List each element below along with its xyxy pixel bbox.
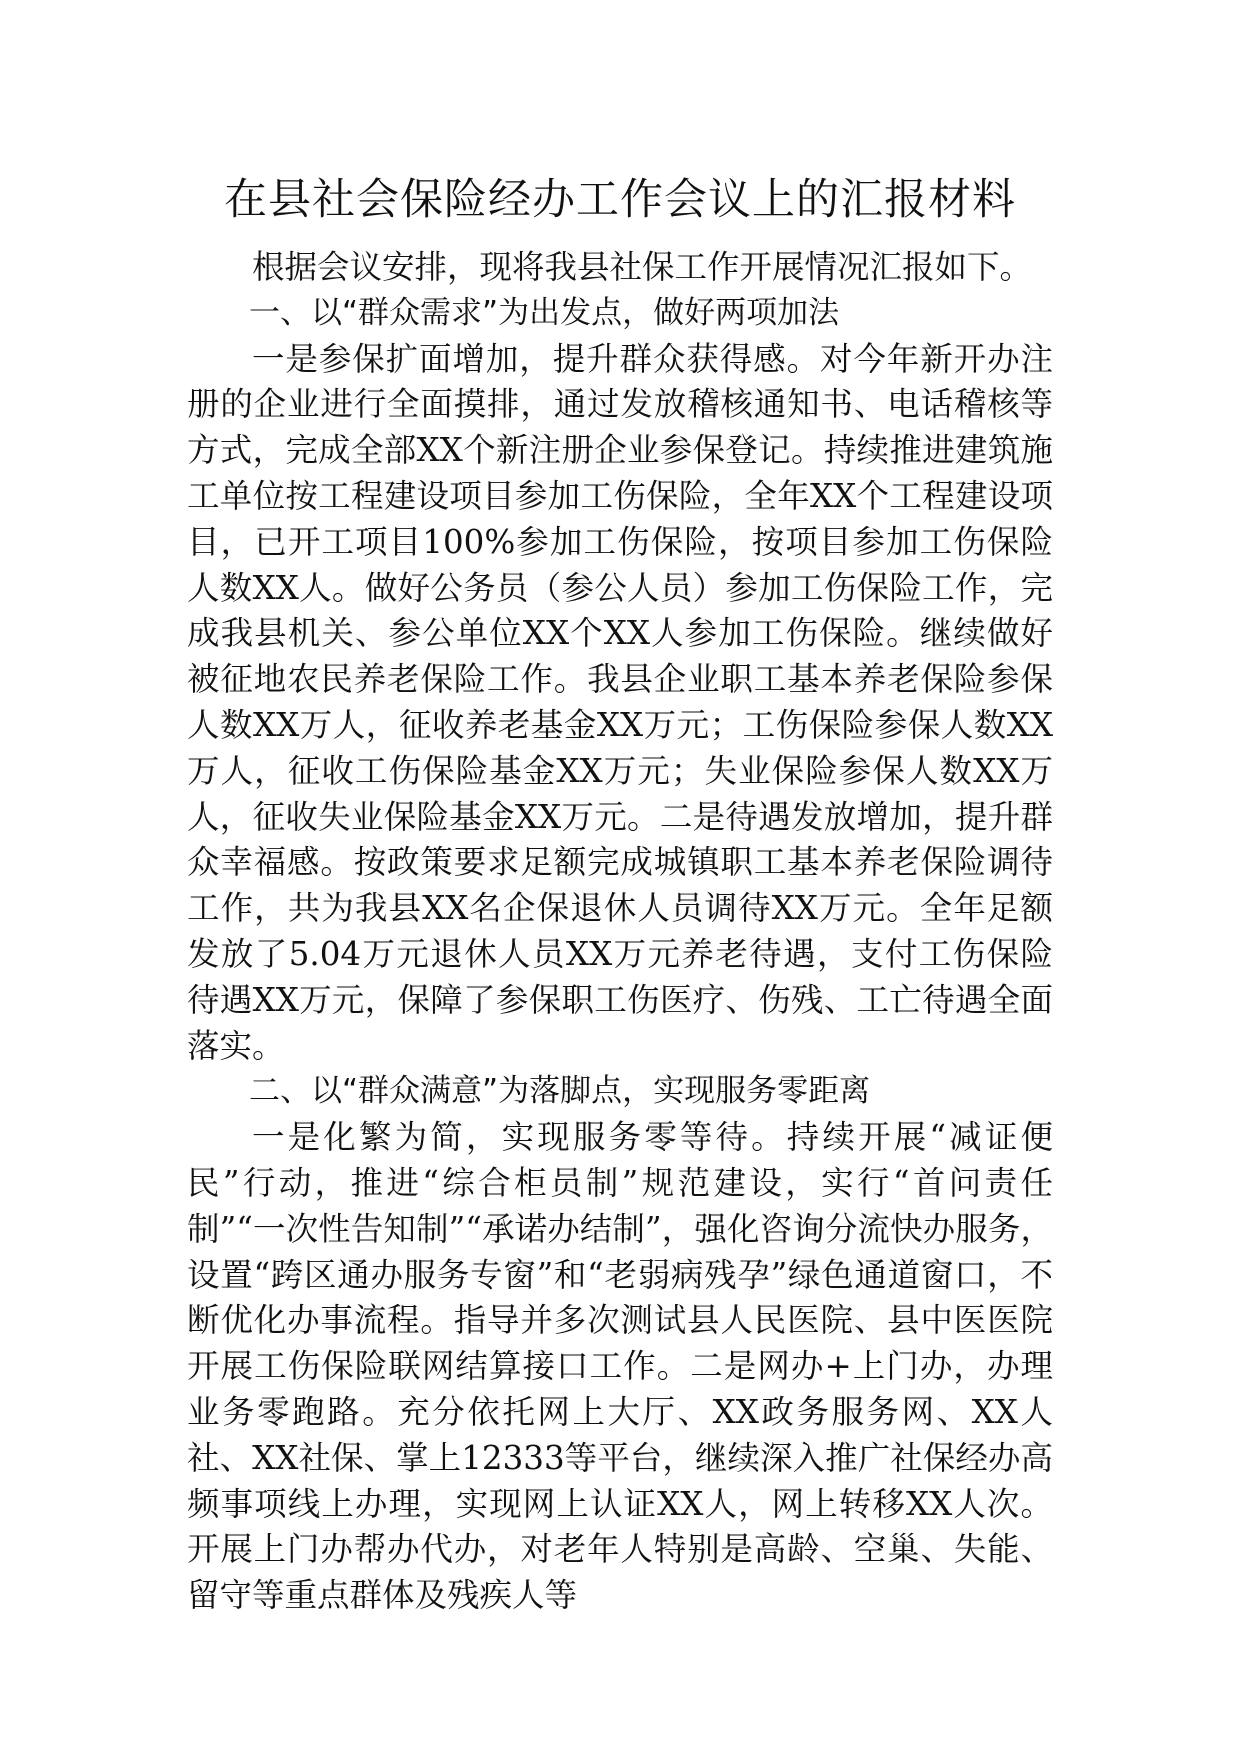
section-2-paragraph: 一是化繁为简，实现服务零等待。持续开展“减证便民”行动，推进“综合柜员制”规范建设，实行“首问责任制”“一次性告知制”“承诺办结制”，强化咨询分流快办服务，设置“跨区通办服务专窗”和“老弱病残孕”绿色通道窗口，不断优化办事流程。指导并多次测试县人民医院、县中医医院开展工伤保险联网结算接口工作。二是网办+上门办，办理业务零跑路。充分依托网上大厅、XX政务服务网、XX人社、XX社保、掌上12333等平台，继续深入推广社保经办高频事项线上办理，实现网上认证XX人，网上转移XX人次。开展上门办帮办代办，对老年人特别是高龄、空巢、失能、留守等重点群体及残疾人等 bbox=[187, 1118, 1053, 1615]
section-1-paragraph: 一是参保扩面增加，提升群众获得感。对今年新开办注册的企业进行全面摸排，通过发放稽核通知书、电话稽核等方式，完成全部XX个新注册企业参保登记。持续推进建筑施工单位按工程建设项目参加工伤保险，全年XX个工程建设项目，已开工项目100%参加工伤保险，按项目参加工伤保险人数XX人。做好公务员（参公人员）参加工伤保险工作，完成我县机关、参公单位XX个XX人参加工伤保险。继续做好被征地农民养老保险工作。我县企业职工基本养老保险参保人数XX万人，征收养老基金XX万元；工伤保险参保人数XX万人，征收工伤保险基金XX万元；失业保险参保人数XX万人，征收失业保险基金XX万元。二是待遇发放增加，提升群众幸福感。按政策要求足额完成城镇职工基本养老保险调待工作，共为我县XX名企保退休人员调待XX万元。全年足额发放了5.04万元退休人员XX万元养老待遇，支付工伤保险待遇XX万元，保障了参保职工伤医疗、伤残、工亡待遇全面落实。 bbox=[187, 339, 1053, 1065]
document-page bbox=[187, 0, 1053, 1754]
intro-paragraph: 根据会议安排，现将我县社保工作开展情况汇报如下。 bbox=[252, 248, 1033, 286]
document-title: 在县社会保险经办工作会议上的汇报材料 bbox=[224, 175, 1016, 225]
document-body bbox=[187, 245, 1053, 1619]
section-2-heading: 二、以“群众满意”为落脚点，实现服务零距离 bbox=[249, 1073, 871, 1110]
section-1-heading: 一、以“群众需求”为出发点，做好两项加法 bbox=[249, 294, 840, 331]
